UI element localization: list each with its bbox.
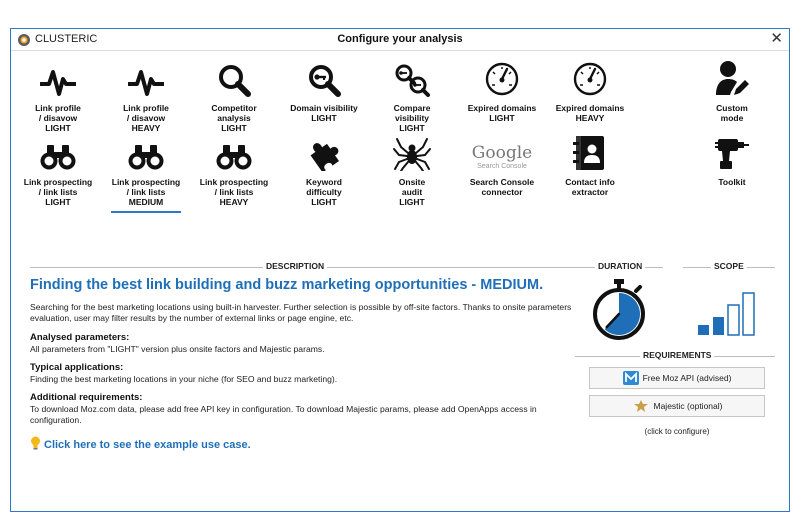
close-button[interactable]: ✕	[770, 30, 783, 47]
scope-bar	[743, 293, 754, 335]
tool-label: Toolkit	[718, 177, 746, 187]
tool-custom-mode[interactable]	[687, 59, 777, 123]
tool-link-profile-light[interactable]	[13, 59, 103, 133]
tool-compare-visibility[interactable]	[367, 59, 457, 133]
majestic-icon	[632, 399, 650, 413]
tool-onsite-audit[interactable]	[367, 133, 457, 207]
tool-label: Expired domains LIGHT	[467, 103, 537, 123]
tool-link-prospecting-light[interactable]	[13, 133, 103, 207]
tool-label: Compare visibility LIGHT	[393, 103, 431, 133]
tool-expired-domains-light[interactable]	[457, 59, 547, 123]
tool-link-prospecting-medium[interactable]	[101, 133, 191, 207]
stopwatch-icon	[591, 279, 647, 341]
tool-label: Search Console connector	[469, 177, 535, 197]
compare-keys-icon	[393, 63, 431, 97]
tool-label: Link prospecting / link lists LIGHT	[23, 177, 93, 207]
tool-label: Link prospecting / link lists HEAVY	[199, 177, 269, 207]
tool-competitor-analysis[interactable]	[189, 59, 279, 133]
app-name: CLUSTERIC	[35, 33, 98, 45]
majestic-label: Majestic (optional)	[653, 401, 723, 411]
scope-bar	[698, 325, 709, 335]
tool-expired-domains-heavy[interactable]	[545, 59, 635, 123]
tool-toolkit[interactable]	[687, 133, 777, 187]
tool-label: Expired domains HEAVY	[555, 103, 625, 123]
analysed-parameters-heading: Analysed parameters:	[30, 332, 130, 343]
moz-icon	[623, 371, 639, 385]
google-search-console-icon	[457, 133, 547, 171]
tool-label: Link prospecting / link lists MEDIUM	[111, 177, 181, 207]
tool-label: Domain visibility LIGHT	[290, 103, 358, 123]
user-edit-icon	[714, 59, 750, 97]
additional-requirements-heading: Additional requirements:	[30, 392, 143, 403]
binoculars-icon	[39, 143, 77, 171]
tool-search-console-connector[interactable]	[457, 133, 547, 197]
tool-contact-info-extractor[interactable]	[545, 133, 635, 197]
spider-icon	[393, 135, 431, 171]
magnifier-icon	[217, 63, 251, 97]
majestic-button[interactable]	[589, 395, 765, 417]
duration-section-header	[575, 261, 663, 273]
example-use-case-link[interactable]	[30, 436, 251, 451]
analysed-parameters-text: All parameters from "LIGHT" version plus onsite factors and Majestic params.	[30, 344, 325, 354]
title-bar	[11, 29, 789, 51]
drill-icon	[714, 135, 750, 171]
configure-hint: (click to configure)	[644, 427, 710, 436]
tool-link-profile-heavy[interactable]	[101, 59, 191, 133]
duration-heading: DURATION	[595, 261, 645, 271]
contact-book-icon	[573, 135, 607, 171]
lightbulb-icon	[30, 436, 41, 450]
moz-api-button[interactable]	[589, 367, 765, 389]
scope-bars-icon	[697, 291, 759, 337]
moz-api-label: Free Moz API (advised)	[642, 373, 732, 383]
example-use-case-text: Click here to see the example use case.	[44, 439, 251, 451]
scope-bar	[713, 317, 724, 335]
tool-label: Link profile / disavow HEAVY	[123, 103, 169, 133]
requirements-heading: REQUIREMENTS	[640, 350, 714, 360]
binoculars-icon	[215, 143, 253, 171]
description-section-header	[30, 261, 575, 273]
pulse-icon	[40, 67, 76, 97]
tool-label: Competitor analysis LIGHT	[211, 103, 257, 133]
scope-section-header	[683, 261, 775, 273]
tool-link-prospecting-heavy[interactable]	[189, 133, 279, 207]
tool-keyword-difficulty[interactable]	[279, 133, 369, 207]
scope-bar	[728, 305, 739, 335]
typical-applications-text: Finding the best marketing locations in your niche (for SEO and buzz marketing).	[30, 374, 338, 384]
gauge-icon	[484, 61, 520, 97]
configure-analysis-window	[10, 28, 790, 512]
tool-domain-visibility[interactable]	[279, 59, 369, 123]
window-title: Configure your analysis	[337, 33, 463, 45]
gauge-icon	[572, 61, 608, 97]
selection-underline	[111, 211, 181, 213]
tool-label: Contact info extractor	[565, 177, 615, 197]
pulse-icon	[128, 67, 164, 97]
key-magnifier-icon	[307, 63, 341, 97]
tool-label: Custom mode	[716, 103, 748, 123]
additional-requirements-text: To download Moz.com data, please add free API key in configuration. To download Majestic params, please add OpenApps access in configuration.	[30, 404, 537, 425]
description-heading: DESCRIPTION	[263, 261, 327, 271]
description-title: Finding the best link building and buzz marketing opportunities - MEDIUM.	[30, 277, 544, 293]
tool-label: Link profile / disavow LIGHT	[35, 103, 81, 133]
puzzle-icon	[307, 135, 341, 171]
tool-label: Keyword difficulty LIGHT	[306, 177, 342, 207]
requirements-section-header	[575, 350, 775, 362]
binoculars-icon	[127, 143, 165, 171]
google-wordmark: Google	[471, 143, 533, 163]
typical-applications-heading: Typical applications:	[30, 362, 124, 373]
tool-label: Onsite audit LIGHT	[398, 177, 426, 207]
description-intro: Searching for the best marketing locations using built-in harvester. Further selection is possible by off-site factors. Thanks to onsite parameters evaluation, user may filter results by the number of external links or page engine, etc.	[30, 302, 572, 323]
search-console-wordmark: Search Console	[477, 163, 527, 170]
scope-heading: SCOPE	[711, 261, 747, 271]
